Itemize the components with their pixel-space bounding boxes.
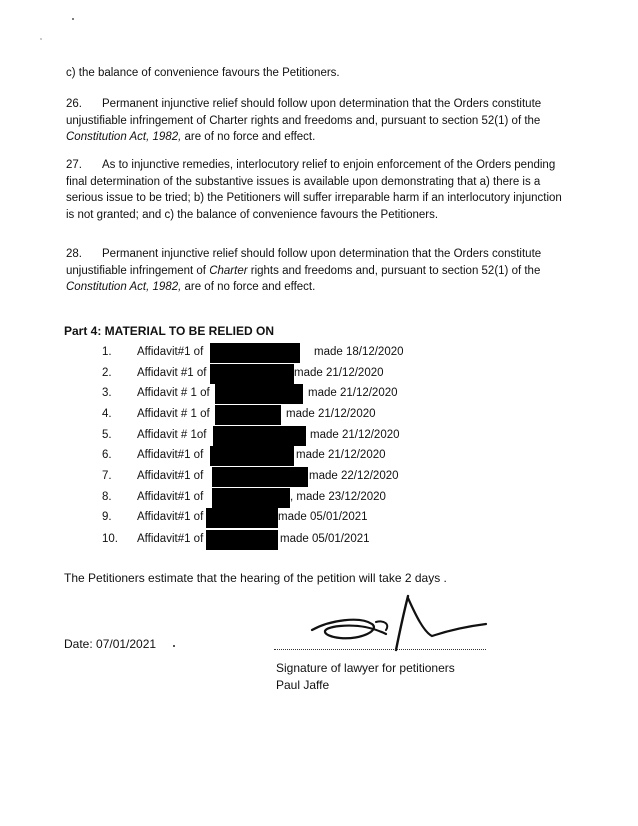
affidavit-item: 10. Affidavit#1 of made 05/01/2021 <box>102 530 522 548</box>
paragraph-c: c) the balance of convenience favours the Petitioners. <box>66 67 340 79</box>
part4-heading: Part 4: MATERIAL TO BE RELIED ON <box>64 324 275 338</box>
lawyer-name: Paul Jaffe <box>276 678 330 692</box>
hearing-estimate: The Petitioners estimate that the hearing of the petition will take 2 days . <box>64 571 447 585</box>
signature-line <box>274 649 486 650</box>
signature-caption: Signature of lawyer for petitioners <box>276 661 455 675</box>
redaction-box <box>212 467 308 487</box>
affidavit-item: 5. Affidavit # 1of made 21/12/2020 <box>102 426 522 444</box>
redaction-box <box>210 343 300 363</box>
paragraph-26: 26. Permanent injunctive relief should follow upon determination that the Orders constitute unjustifiable infringement of Charter rights and freedoms and, pursuant to section 52(1) of the Constitution Act, 1982, are of no force and effect. <box>66 98 542 143</box>
affidavit-item: 2. Affidavit #1 of made 21/12/2020 <box>102 364 522 382</box>
paragraph-number: 26. <box>66 98 82 110</box>
redaction-box <box>215 384 303 404</box>
paragraph-27: 27. As to injunctive remedies, interlocutory relief to enjoin enforcement of the Orders pending final determination of the substantive issues is available upon demonstrating that a) there is a serious issue to be tried; b) the Petitioners will suffer irreparable harm if an interlocutory injunction is not granted; and c) the balance of convenience favours the Petitioners. <box>66 159 562 221</box>
signature-block <box>276 660 455 694</box>
affidavit-item: 6. Affidavit#1 of made 21/12/2020 <box>102 446 522 464</box>
redaction-box <box>206 530 278 550</box>
redaction-box <box>212 488 290 508</box>
affidavit-item: 1. Affidavit#1 of made 18/12/2020 <box>102 343 522 361</box>
paragraph-number: 27. <box>66 159 82 171</box>
scan-speck <box>72 18 74 20</box>
affidavit-item: 4. Affidavit # 1 of made 21/12/2020 <box>102 405 522 423</box>
paragraph-28: 28. Permanent injunctive relief should follow upon determination that the Orders constitute unjustifiable infringement of Charter rights and freedoms and, pursuant to section 52(1) of the Constitution Act, 1982, are of no force and effect. <box>66 248 542 293</box>
affidavit-item: 8. Affidavit#1 of , made 23/12/2020 <box>102 488 522 506</box>
scan-speck <box>40 38 42 40</box>
redaction-box <box>210 364 294 384</box>
affidavit-item: 3. Affidavit # 1 of made 21/12/2020 <box>102 384 522 402</box>
redaction-box <box>215 405 281 425</box>
document-date: Date: 07/01/2021 <box>64 637 157 651</box>
paragraph-number: 28. <box>66 248 82 260</box>
affidavit-item: 9. Affidavit#1 of made 05/01/2021 <box>102 508 522 526</box>
affidavit-item: 7. Affidavit#1 of made 22/12/2020 <box>102 467 522 485</box>
scan-speck <box>173 645 175 647</box>
redaction-box <box>213 426 306 446</box>
redaction-box <box>210 446 294 466</box>
redaction-box <box>206 508 278 528</box>
